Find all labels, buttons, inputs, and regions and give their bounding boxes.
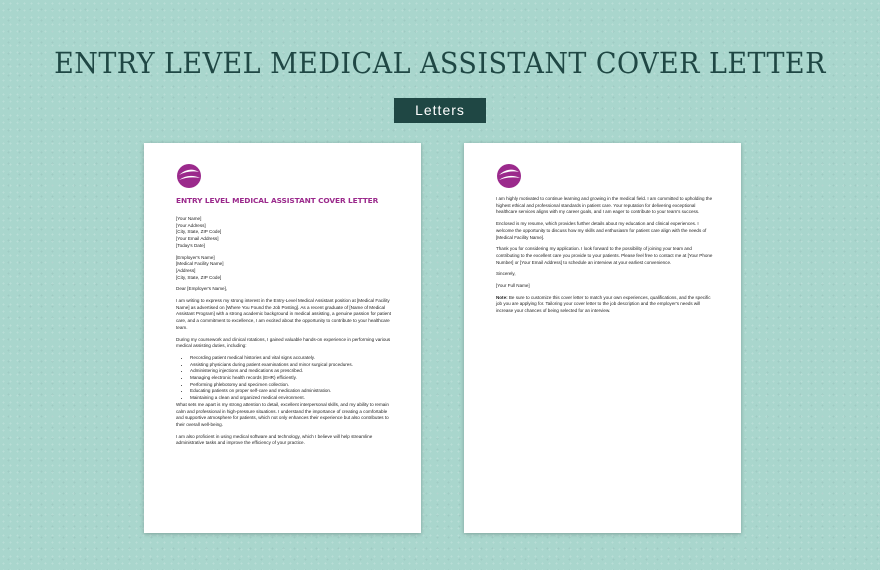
sender-address: [Your Name] [Your Address] [City, State, ZIP Code] [Your Email Address] [Today's Date] [176,216,222,248]
list-item: • Educating patients on proper self-care and medication administration. [190,388,395,395]
letter-paragraph: During my coursework and clinical rotations, I gained valuable hands-on experience in performing various medical assisting duties, including: [176,336,391,349]
company-logo-icon [496,163,522,189]
note [496,295,715,315]
letter-page-1 [144,143,421,533]
letter-paragraph: Enclosed is my resume, which provides further details about my education and clinical experiences. I welcome the opportunity to discuss how my skills and enthusiasm for patient care align with the needs of [Medical Facility Name]. [496,221,707,240]
recipient-address: [Employer's Name] [Medical Facility Name] [Address] [City, State, ZIP Code] [176,254,224,280]
signature: [Your Full Name] [496,283,530,289]
list-item: • Recording patient medical histories and vital signs accurately. [190,355,395,362]
list-item: • Performing phlebotomy and specimen collection. [190,382,395,389]
category-badge[interactable]: Letters [394,98,486,123]
salutation: Dear [Employer's Name], [176,286,228,292]
note-label: Note: [496,294,508,300]
letter-paragraph: Thank you for considering my application. I look forward to the possibility of joining your team and contributing to the excellent care you provide to your patients. Please feel free to contact me at [Your Phone Number] or [Your Email Address] to schedule an interview at your earliest convenience. [496,246,713,265]
list-item: • Managing electronic health records (EHR) efficiently. [190,375,395,382]
list-item: • Assisting physicians during patient examinations and minor surgical procedures. [190,362,395,369]
letter-paragraph: I am highly motivated to continue learning and growing in the medical field. I am committed to upholding the highest ethical and professional standards in patient care. Your reputation for delivering exceptional healthcare services aligns with my career goals, and I am eager to contribute to your team's success. [496,196,713,215]
letter-page-2 [464,143,741,533]
note-text: Be sure to customize this cover letter to match your own experiences, qualifications, and the specific job you are applying for. Tailoring your cover letter to the job description and the employer's needs will increase your chances of being selected for an interview. [496,294,711,314]
list-item: • Maintaining a clean and organized medical environment. [190,395,395,402]
company-logo-icon [176,163,202,189]
duties-list [176,355,395,402]
page-title: ENTRY LEVEL MEDICAL ASSISTANT COVER LETTER [54,46,826,80]
list-item: • Administering injections and medications as prescribed. [190,368,395,375]
closing: Sincerely, [496,271,516,277]
letter-paragraph: What sets me apart is my strong attention to detail, excellent interpersonal skills, and my ability to remain calm and professional in high-pressure situations. I understand the importance of creating a comfortable and supportive atmosphere for patients, which not only enhances their experience but also contributes to their overall well-being. [176,401,389,427]
letter-title: ENTRY LEVEL MEDICAL ASSISTANT COVER LETTER [176,196,379,205]
letter-paragraph: I am writing to express my strong interest in the Entry-Level Medical Assistant position at [Medical Facility Name] as advertised on [Where You Found the Job Posting]. As a recent graduate of [Name of Medical Assistant Program] with a strong academic background in medical assisting, a genuine passion for patient care, and a commitment to excellence, I am excited about the opportunity to contribute to your healthcare team. [176,298,392,330]
letter-paragraph: I am also proficient in using medical software and technology, which I believe will help streamline administrative tasks and improve the efficiency of your practice. [176,433,373,446]
